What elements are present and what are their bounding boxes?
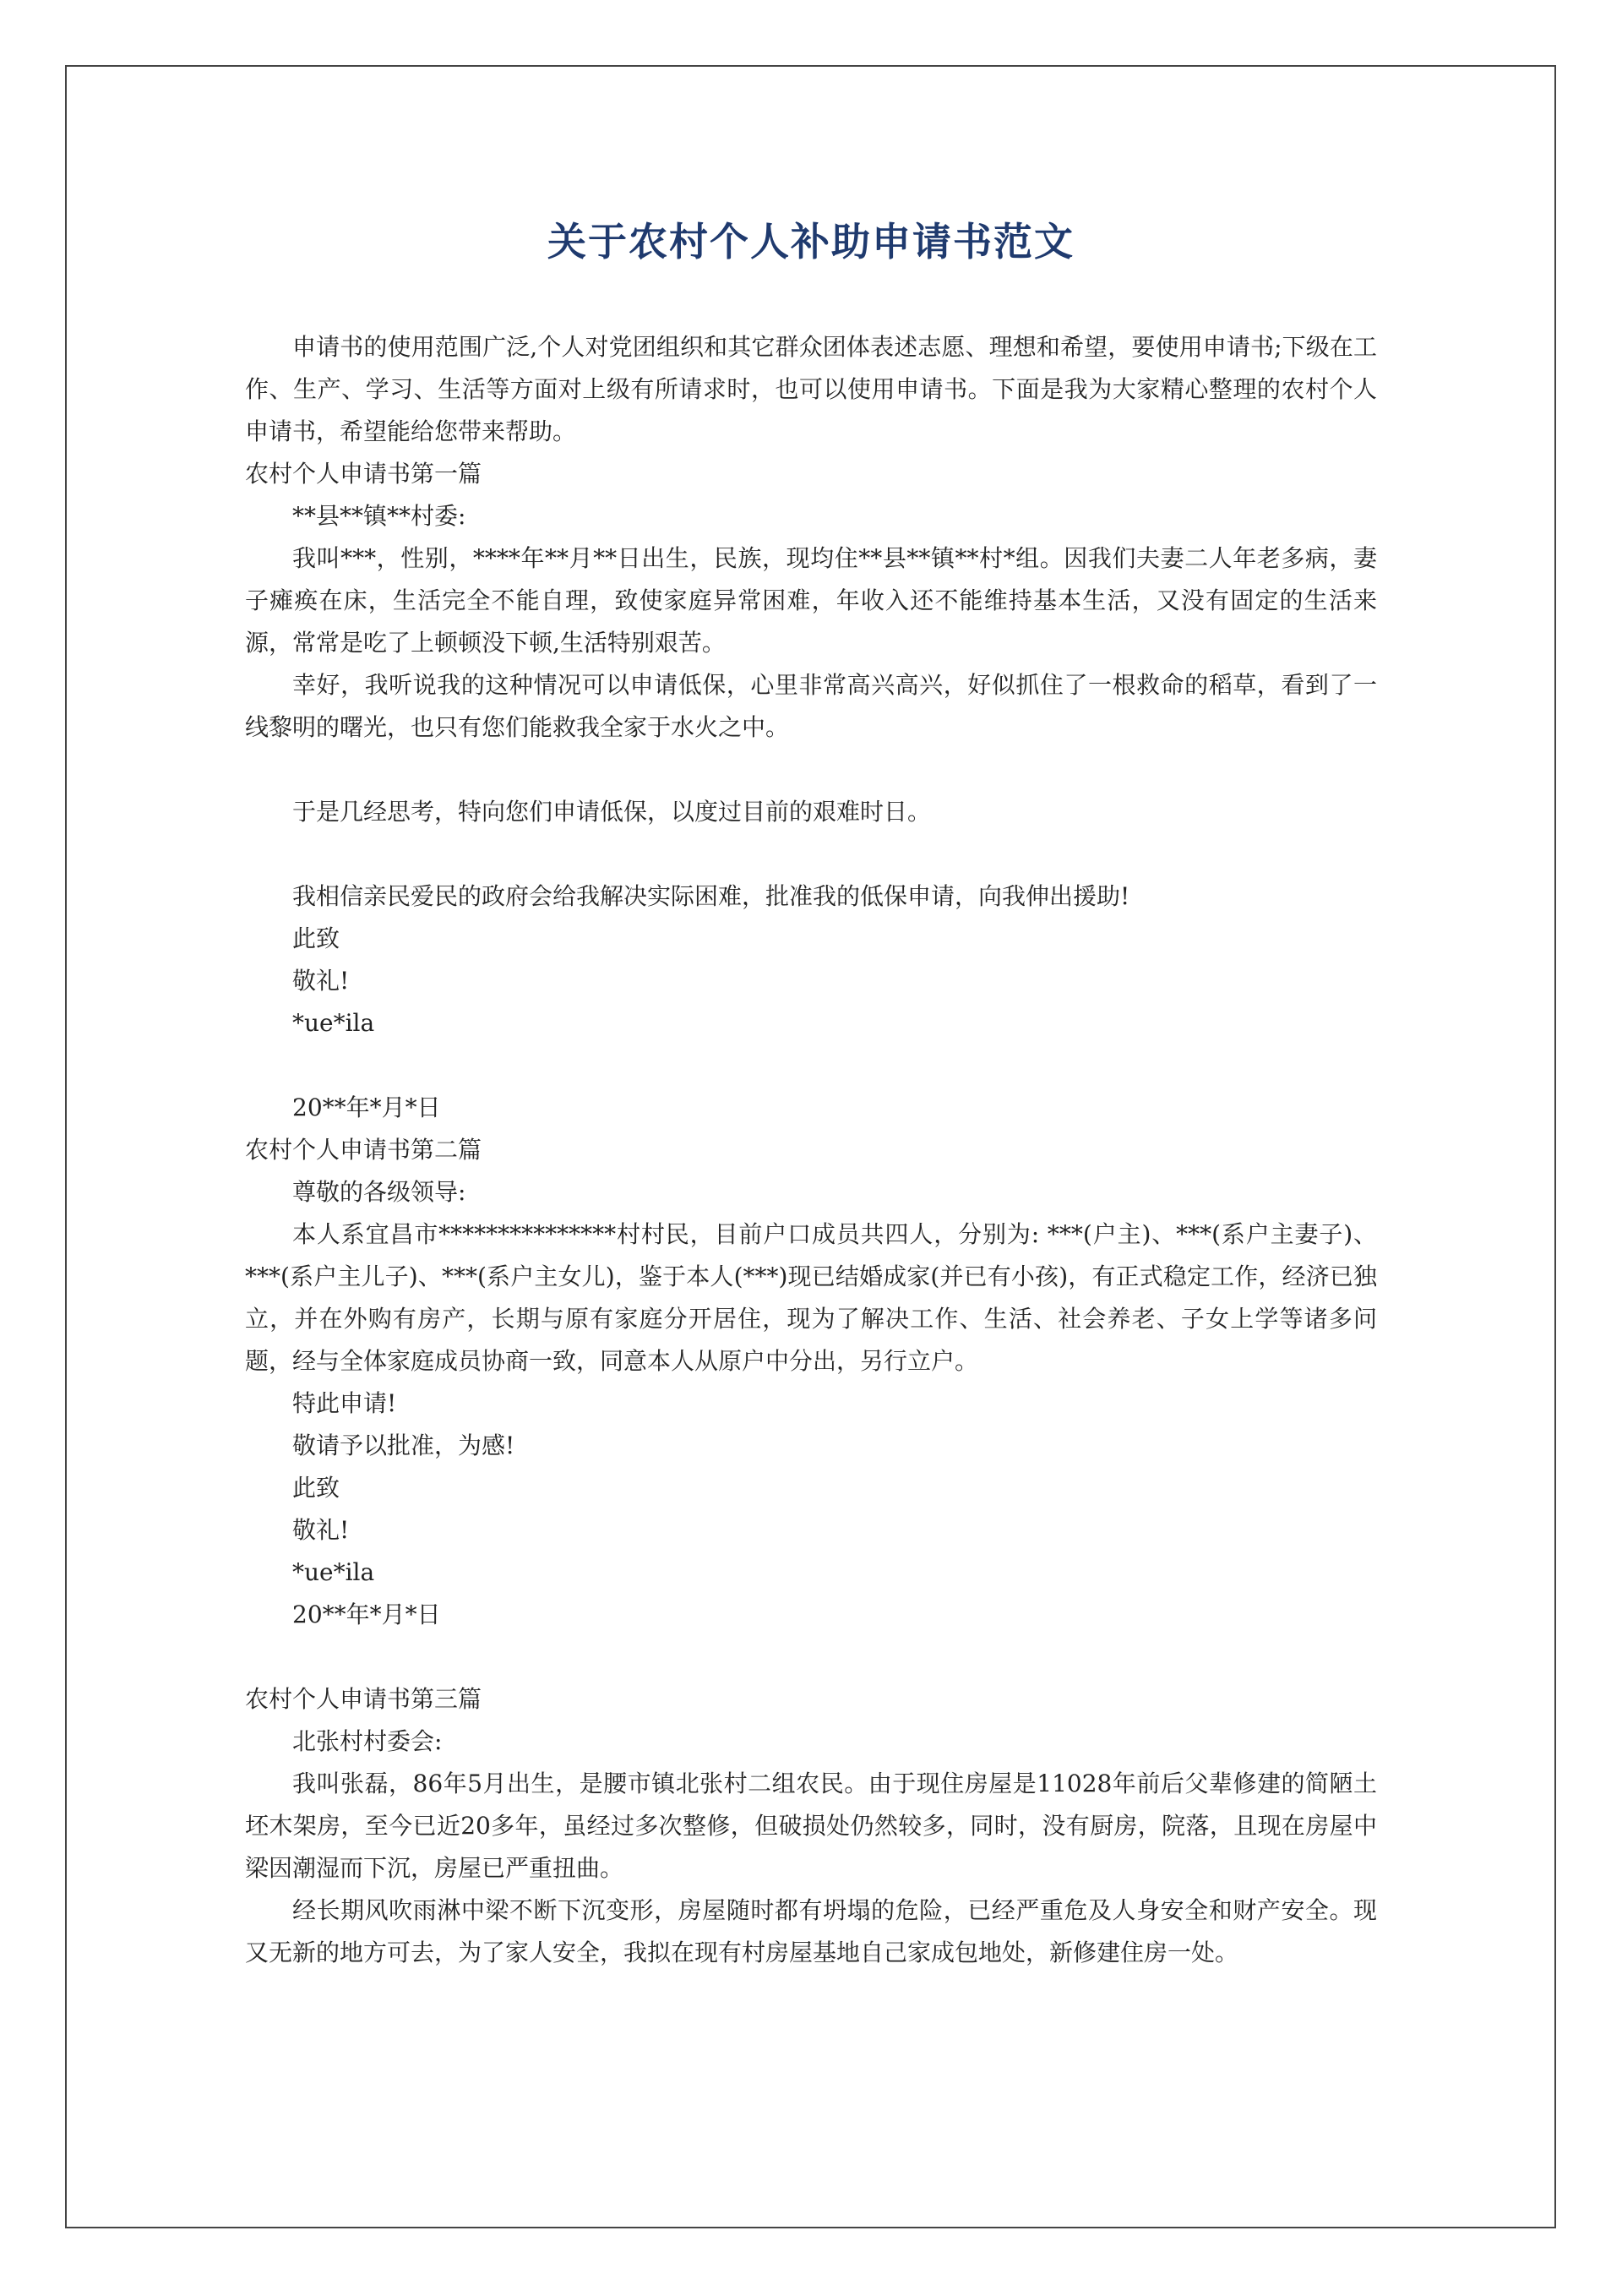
- section3-salutation: 北张村村委会:: [292, 1727, 443, 1755]
- section1-closing-1: 此致: [292, 924, 340, 952]
- blank-line: [245, 1636, 1377, 1678]
- section3-paragraph-1: 我叫张磊，86年5月出生，是腰市镇北张村二组农民。由于现住房屋是11028年前后父辈修建的简陋土坯木架房，至今已近20多年，虽经过多次整修，但破损处仍然较多，同时，没有厨房，院落，且现在房屋中梁因潮湿而下沉，房屋已严重扭曲。: [245, 1770, 1377, 1882]
- section2-salutation: 尊敬的各级领导:: [292, 1178, 466, 1206]
- section1-paragraph-3: 于是几经思考，特向您们申请低保，以度过目前的艰难时日。: [292, 798, 932, 826]
- section2-closing-2: 敬礼!: [292, 1516, 350, 1544]
- section1-salutation: **县**镇**村委:: [292, 502, 466, 530]
- section1-paragraph-4: 我相信亲民爱民的政府会给我解决实际困难，批准我的低保申请，向我伸出援助!: [292, 882, 1130, 910]
- blank-line: [245, 833, 1377, 875]
- section2-closing-1: 此致: [292, 1474, 340, 1502]
- section2-date: 20**年*月*日: [292, 1601, 441, 1628]
- section2-line-2: 敬请予以批准，为感!: [292, 1432, 515, 1459]
- section2-line-1: 特此申请!: [292, 1389, 397, 1417]
- section1-paragraph-1: 我叫***，性别，****年**月**日出生，民族，现均住**县**镇**村*组。因我们夫妻二人年老多病，妻子瘫痪在床，生活完全不能自理，致使家庭异常困难，年收入还不能维持基本生活，又没有固定的生活来源，常常是吃了上顿顿没下顿,生活特别艰苦。: [245, 544, 1377, 657]
- section1-paragraph-2: 幸好，我听说我的这种情况可以申请低保，心里非常高兴高兴，好似抓住了一根救命的稻草，看到了一线黎明的曙光，也只有您们能救我全家于水火之中。: [245, 671, 1377, 741]
- document-body: [245, 326, 1377, 1974]
- section2-signature: *ue*ila: [292, 1558, 375, 1586]
- section3-heading: 农村个人申请书第三篇: [245, 1685, 482, 1713]
- section1-signature: *ue*ila: [292, 1009, 375, 1037]
- section1-heading: 农村个人申请书第一篇: [245, 460, 482, 488]
- section3-paragraph-2: 经长期风吹雨淋中梁不断下沉变形，房屋随时都有坍塌的危险，已经严重危及人身安全和财产安全。现又无新的地方可去，为了家人安全，我拟在现有村房屋基地自己家成包地处，新修建住房一处。: [245, 1896, 1377, 1966]
- blank-line: [245, 1044, 1377, 1087]
- section1-closing-2: 敬礼!: [292, 967, 350, 995]
- section2-heading: 农村个人申请书第二篇: [245, 1136, 482, 1164]
- section1-date: 20**年*月*日: [292, 1093, 441, 1121]
- section2-paragraph-1: 本人系宜昌市***************村村民，目前户口成员共四人，分别为: ***(户主)、***(系户主妻子)、***(系户主儿子)、***(系户主女儿)，鉴于本人(***)现已结婚成家(并已有小孩)，有正式稳定工作，经济已独立，并在外购有房产，长期与原有家庭分开居住，现为了解决工作、生活、社会养老、子女上学等诸多问题，经与全体家庭成员协商一致，同意本人从原户中分出，另行立户。: [245, 1220, 1377, 1375]
- document-title: 关于农村个人补助申请书范文: [547, 219, 1075, 265]
- intro-paragraph: 申请书的使用范围广泛,个人对党团组织和其它群众团体表述志愿、理想和希望，要使用申请书;下级在工作、生产、学习、生活等方面对上级有所请求时，也可以使用申请书。下面是我为大家精心整理的农村个人申请书，希望能给您带来帮助。: [245, 333, 1377, 445]
- blank-line: [245, 749, 1377, 791]
